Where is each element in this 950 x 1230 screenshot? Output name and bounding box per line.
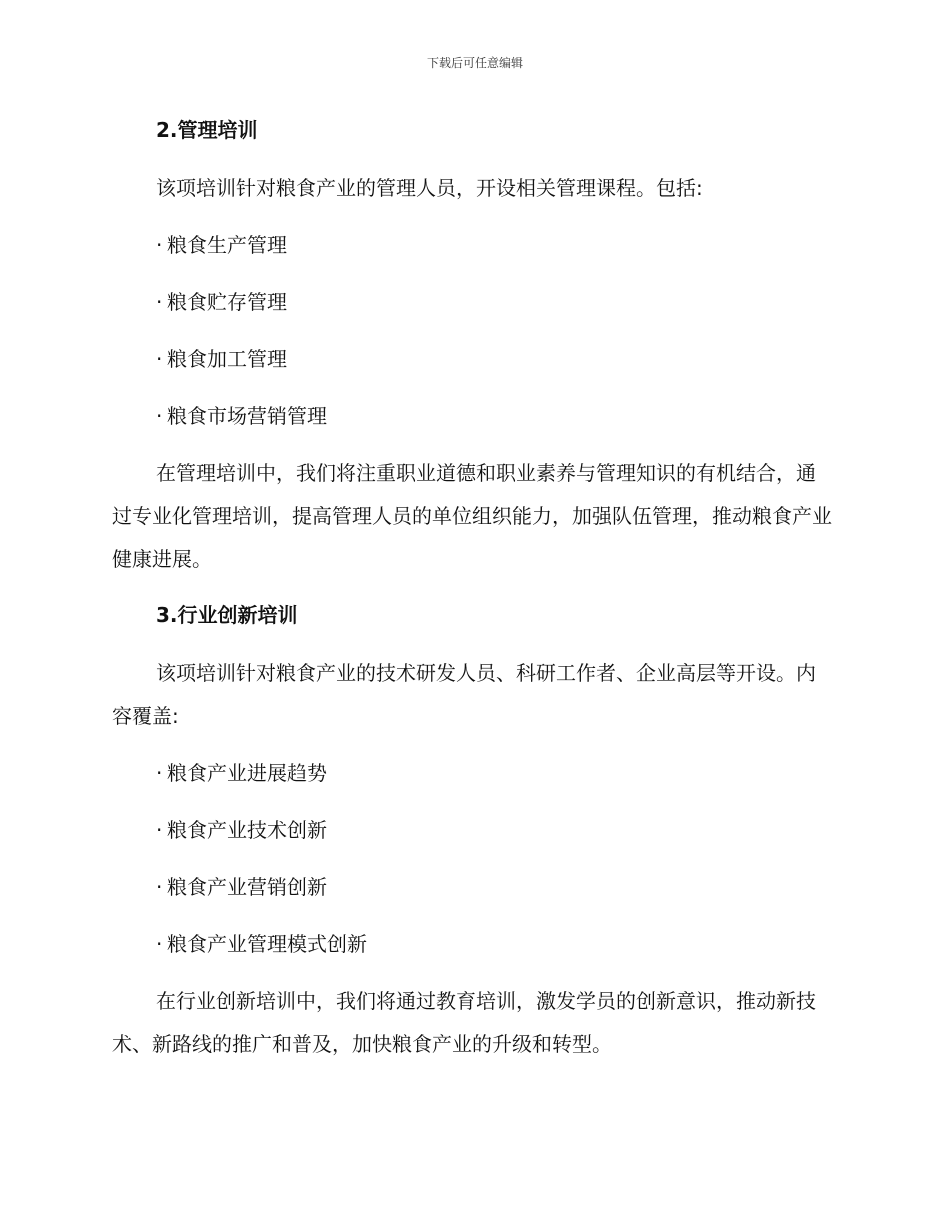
list-item	[156, 338, 832, 395]
list-item	[156, 923, 832, 980]
section-intro-innovation: 该项培训针对粮食产业的技术研发人员、科研工作者、企业高层等开设。内容覆盖:	[112, 661, 816, 728]
list-item-text: 粮食产业管理模式创新	[167, 932, 367, 956]
section-intro-management: 该项培训针对粮食产业的管理人员，开设相关管理课程。包括:	[156, 176, 703, 200]
list-item-text: 粮食加工管理	[167, 347, 287, 371]
list-item-text: 粮食市场营销管理	[167, 404, 327, 428]
list-item-text: 粮食生产管理	[167, 233, 287, 257]
section-heading-management: 2.管理培训	[156, 118, 258, 142]
section-summary-management: 在管理培训中，我们将注重职业道德和职业素养与管理知识的有机结合，通过专业化管理培训，提高管理人员的单位组织能力，加强队伍管理，推动粮食产业健康进展。	[112, 461, 832, 571]
list-item	[156, 809, 832, 866]
list-item-text: 粮食产业营销创新	[167, 875, 327, 899]
bullet-dot: ·	[156, 347, 163, 371]
list-item-text: 粮食贮存管理	[167, 290, 287, 314]
list-item	[156, 395, 832, 452]
document-body	[112, 110, 832, 1080]
bullet-dot: ·	[156, 818, 163, 842]
list-item	[156, 866, 832, 923]
bullet-dot: ·	[156, 233, 163, 257]
page-header-note: 下载后可任意编辑	[426, 56, 523, 70]
list-item	[156, 752, 832, 809]
section-heading-innovation: 3.行业创新培训	[156, 603, 298, 627]
bullet-dot: ·	[156, 761, 163, 785]
list-item	[156, 224, 832, 281]
bullet-dot: ·	[156, 290, 163, 314]
section-summary-innovation: 在行业创新培训中，我们将通过教育培训，激发学员的创新意识，推动新技术、新路线的推广和普及，加快粮食产业的升级和转型。	[112, 989, 816, 1056]
bullet-dot: ·	[156, 404, 163, 428]
bullet-dot: ·	[156, 932, 163, 956]
list-item	[156, 281, 832, 338]
list-item-text: 粮食产业技术创新	[167, 818, 327, 842]
list-item-text: 粮食产业进展趋势	[167, 761, 327, 785]
bullet-dot: ·	[156, 875, 163, 899]
